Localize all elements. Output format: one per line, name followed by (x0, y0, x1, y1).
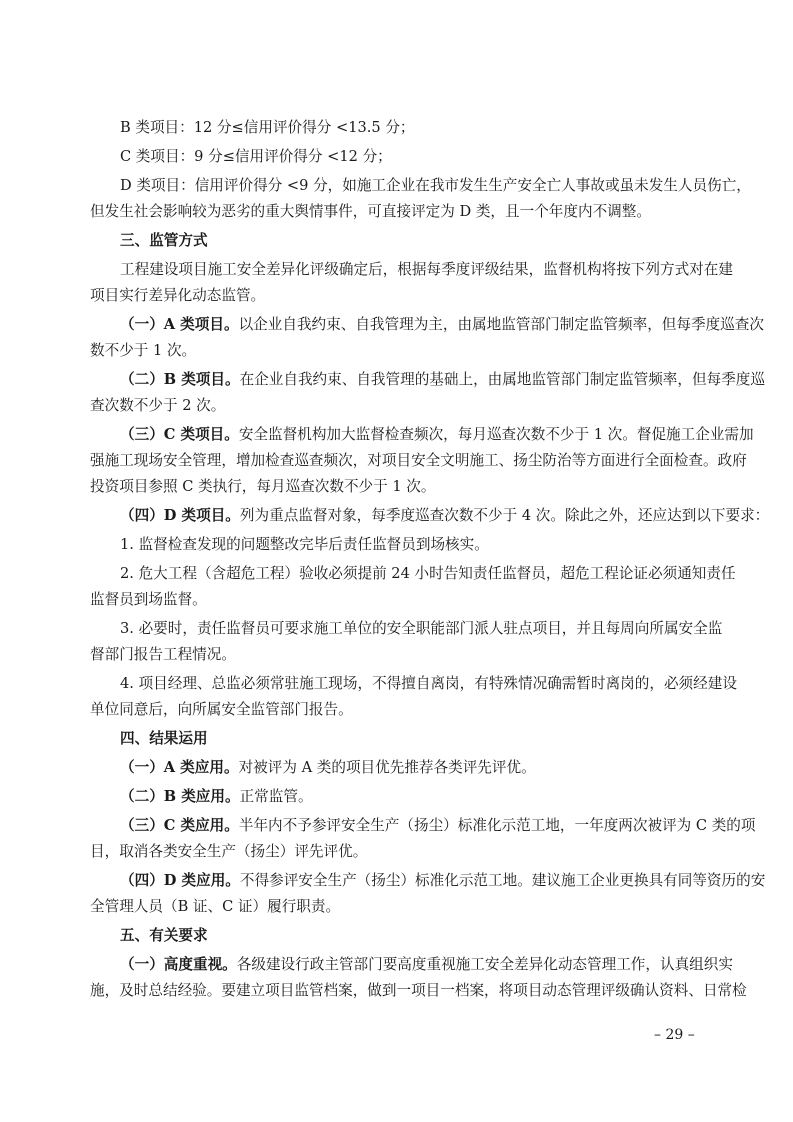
text-line (120, 730, 208, 748)
text-line (120, 536, 489, 554)
text-line (90, 898, 340, 916)
text-run: 3. 必要时，责任监督员可要求施工单位的安全职能部门派人驻点项目，并且每周向所属安全监 (120, 620, 723, 637)
text-run: 4. 项目经理、总监必须常驻施工现场，不得擅自离岗，有特殊情况确需暂时离岗的，必须经建设 (120, 675, 737, 692)
bold-label: （四）D 类应用。 (120, 872, 240, 889)
text-run: 目，取消各类安全生产（扬尘）评先评优。 (90, 843, 368, 860)
text-line (120, 620, 722, 638)
text-run: B 类项目：12 分≤信用评价得分 <13.5 分； (120, 119, 415, 136)
text-run: 各级建设行政主管部门要高度重视施工安全差异化动态管理工作，认真组织实 (236, 956, 733, 973)
text-line (120, 956, 733, 974)
text-run: 以企业自我约束、自我管理为主，由属地监管部门制定监管频率，但每季度巡查次 (238, 316, 764, 333)
text-line (120, 872, 765, 890)
bold-label: （二）B 类项目。 (120, 371, 240, 388)
text-line (120, 675, 737, 693)
text-line (90, 397, 225, 415)
bold-label: 五、有关要求 (120, 927, 208, 944)
text-line (120, 148, 392, 166)
text-line (90, 203, 651, 221)
text-run: 安全监督机构加大监督检查频次，每月巡查次数不少于 1 次。督促施工企业需加 (238, 426, 754, 443)
bold-label: （二）B 类应用。 (120, 788, 240, 805)
text-run: 督部门报告工程情况。 (90, 646, 236, 663)
bold-label: （三）C 类应用。 (120, 817, 239, 834)
text-run: 强施工现场安全管理，增加检查巡查频次，对项目安全文明施工、扬尘防治等方面进行全面检查。政府 (90, 452, 747, 469)
text-run: 工程建设项目施工安全差异化评级确定后，根据每季度评级结果，监督机构将按下列方式对在建 (120, 261, 733, 278)
text-line (120, 426, 754, 444)
bold-label: （一）A 类项目。 (120, 316, 239, 333)
text-line (120, 177, 751, 195)
text-line (120, 232, 208, 250)
page-number: – 29 – (654, 1027, 695, 1043)
text-run: 列为重点监督对象，每季度巡查次数不少于 4 次。除此之外，还应达到以下要求： (239, 507, 770, 524)
bold-label: （四）D 类项目。 (120, 507, 240, 524)
bold-label: （一）A 类应用。 (120, 759, 239, 776)
text-run: 数不少于 1 次。 (90, 342, 197, 359)
text-run: 2. 危大工程（含超危工程）验收必须提前 24 小时告知责任监督员，超危工程论证必须通知责任 (120, 565, 736, 582)
text-run: 在企业自我约束、自我管理的基础上，由属地监管部门制定监管频率，但每季度巡 (239, 371, 765, 388)
bold-label: （一）高度重视。 (120, 956, 237, 973)
text-line (120, 371, 765, 389)
bold-label: 三、监管方式 (120, 232, 208, 249)
text-line (90, 701, 353, 719)
text-run: 1. 监督检查发现的问题整改完毕后责任监督员到场核实。 (120, 536, 489, 553)
text-line (90, 478, 435, 496)
text-run: 查次数不少于 2 次。 (90, 397, 226, 414)
text-line (120, 927, 208, 945)
text-run: 单位同意后，向所属安全监管部门报告。 (90, 701, 353, 718)
text-run: 正常监管。 (239, 788, 313, 805)
text-line (120, 565, 736, 583)
text-run: 投资项目参照 C 类执行，每月巡查次数不少于 1 次。 (90, 478, 436, 495)
text-run: 施，及时总结经验。要建立项目监管档案，做到一项目一档案，将项目动态管理评级确认资料、日常检 (90, 982, 747, 999)
text-run: 对被评为 A 类的项目优先推荐各类评先评优。 (238, 759, 536, 776)
text-line (90, 646, 236, 664)
text-line (120, 507, 769, 525)
text-line (90, 342, 196, 360)
text-line (120, 817, 756, 835)
text-run: C 类项目：9 分≤信用评价得分 <12 分； (120, 148, 392, 165)
text-run: 项目实行差异化动态监管。 (90, 287, 266, 304)
text-run: 但发生社会影响较为恶劣的重大舆情事件，可直接评定为 D 类，且一个年度内不调整。 (90, 203, 651, 220)
text-line (90, 591, 207, 609)
text-run: 不得参评安全生产（扬尘）标准化示范工地。建议施工企业更换具有同等资历的安 (239, 872, 766, 889)
text-run: 全管理人员（B 证、C 证）履行职责。 (90, 898, 341, 915)
text-line (120, 788, 313, 806)
text-line (90, 982, 747, 1000)
text-line (90, 843, 367, 861)
text-line (90, 452, 747, 470)
text-line (120, 119, 415, 137)
text-run: 半年内不予参评安全生产（扬尘）标准化示范工地，一年度两次被评为 C 类的项 (238, 817, 756, 834)
text-run: 监督员到场监督。 (90, 591, 207, 608)
text-line (90, 287, 265, 305)
text-line (120, 261, 733, 279)
bold-label: 四、结果运用 (120, 730, 208, 747)
text-run: D 类项目：信用评价得分 <9 分，如施工企业在我市发生生产安全亡人事故或虽未发生人员伤亡， (120, 177, 751, 194)
bold-label: （三）C 类项目。 (120, 426, 239, 443)
text-line (120, 316, 764, 334)
text-line (120, 759, 536, 777)
